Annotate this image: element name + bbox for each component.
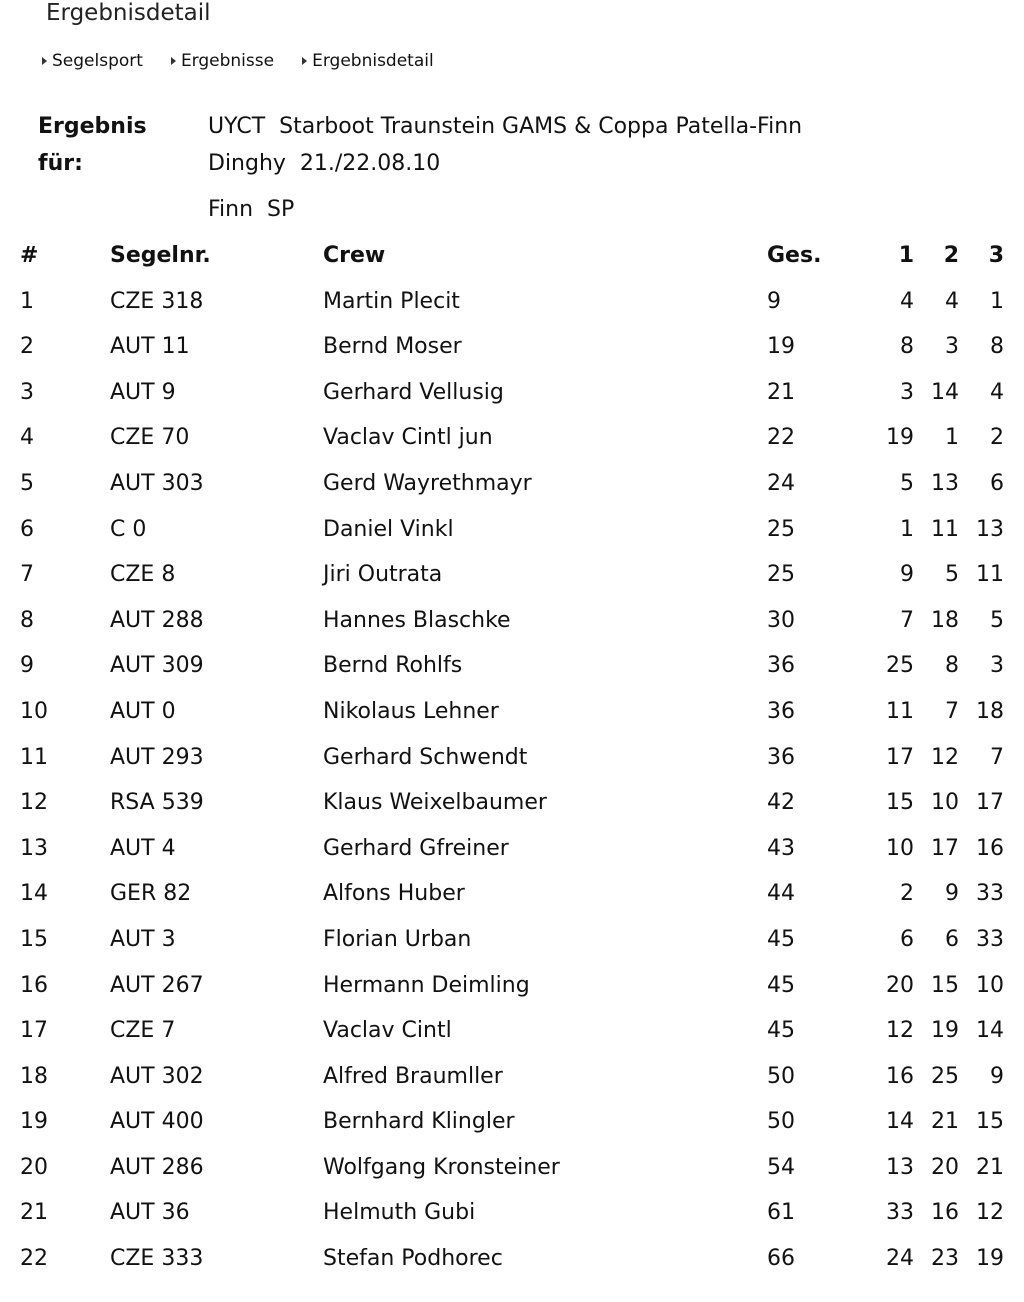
- cell-crew: Vaclav Cintl: [323, 1018, 452, 1044]
- cell-sail-number: CZE 318: [110, 288, 204, 314]
- cell-total: 44: [767, 881, 795, 907]
- cell-race-3: 4: [990, 379, 1004, 405]
- cell-total: 25: [767, 516, 795, 542]
- cell-race-2: 25: [931, 1063, 959, 1089]
- cell-rank: 19: [20, 1109, 48, 1135]
- cell-crew: Bernd Rohlfs: [323, 653, 463, 679]
- cell-race-2: 21: [931, 1109, 959, 1135]
- cell-total: 66: [767, 1246, 795, 1272]
- cell-race-2: 17: [931, 835, 959, 861]
- cell-total: 19: [767, 334, 795, 360]
- cell-rank: 8: [20, 607, 34, 633]
- cell-sail-number: CZE 8: [110, 562, 176, 588]
- result-for-label-line1: Ergebnis: [38, 114, 147, 139]
- cell-crew: Wolfgang Kronsteiner: [323, 1154, 560, 1180]
- cell-total: 45: [767, 1018, 795, 1044]
- results-table: [0, 233, 1024, 1282]
- table-row: [0, 1145, 1024, 1191]
- cell-sail-number: AUT 400: [110, 1109, 204, 1135]
- cell-race-1: 7: [900, 607, 914, 633]
- event-line-1: [208, 108, 802, 145]
- cell-rank: 7: [20, 562, 34, 588]
- cell-total: 21: [767, 379, 795, 405]
- cell-race-1: 20: [886, 972, 914, 998]
- cell-race-2: 6: [945, 926, 959, 952]
- table-header-row: [0, 233, 1024, 279]
- cell-rank: 22: [20, 1246, 48, 1272]
- table-row: [0, 507, 1024, 553]
- cell-race-2: 14: [931, 379, 959, 405]
- cell-race-3: 12: [976, 1200, 1004, 1226]
- table-row: [0, 643, 1024, 689]
- cell-race-3: 6: [990, 470, 1004, 496]
- event-line-2: Dinghy 21./22.08.10: [208, 151, 441, 176]
- table-row: [0, 279, 1024, 325]
- cell-race-3: 3: [990, 653, 1004, 679]
- cell-rank: 13: [20, 835, 48, 861]
- cell-race-3: 15: [976, 1109, 1004, 1135]
- cell-race-3: 9: [990, 1063, 1004, 1089]
- header-sail-number: Segelnr.: [110, 243, 211, 268]
- cell-sail-number: AUT 4: [110, 835, 176, 861]
- cell-total: 9: [767, 288, 781, 314]
- cell-race-2: 7: [945, 698, 959, 724]
- breadcrumb-item-ergebnisdetail[interactable]: [302, 50, 434, 72]
- cell-race-2: 1: [945, 425, 959, 451]
- result-for-label-line2: für:: [38, 151, 83, 176]
- table-body: [0, 279, 1024, 1282]
- cell-crew: Hannes Blaschke: [323, 607, 511, 633]
- cell-crew: Gerd Wayrethmayr: [323, 470, 532, 496]
- triangle-right-icon: [171, 57, 176, 65]
- result-for-details: [208, 108, 802, 228]
- cell-rank: 3: [20, 379, 34, 405]
- cell-crew: Stefan Podhorec: [323, 1246, 503, 1272]
- cell-race-2: 18: [931, 607, 959, 633]
- cell-rank: 2: [20, 334, 34, 360]
- cell-race-1: 13: [886, 1154, 914, 1180]
- cell-crew: Gerhard Gfreiner: [323, 835, 509, 861]
- cell-total: 42: [767, 790, 795, 816]
- cell-race-3: 33: [976, 881, 1004, 907]
- cell-total: 43: [767, 835, 795, 861]
- table-row: [0, 1054, 1024, 1100]
- cell-race-2: 5: [945, 562, 959, 588]
- cell-rank: 1: [20, 288, 34, 314]
- cell-sail-number: AUT 267: [110, 972, 204, 998]
- cell-race-2: 20: [931, 1154, 959, 1180]
- cell-race-3: 33: [976, 926, 1004, 952]
- cell-total: 30: [767, 607, 795, 633]
- breadcrumb-item-ergebnisse[interactable]: [171, 50, 274, 72]
- cell-race-3: 11: [976, 562, 1004, 588]
- cell-total: 61: [767, 1200, 795, 1226]
- table-row: [0, 1236, 1024, 1282]
- cell-race-1: 9: [900, 562, 914, 588]
- cell-total: 36: [767, 698, 795, 724]
- cell-crew: Bernd Moser: [323, 334, 462, 360]
- cell-crew: Helmuth Gubi: [323, 1200, 476, 1226]
- cell-race-2: 10: [931, 790, 959, 816]
- cell-race-1: 33: [886, 1200, 914, 1226]
- cell-sail-number: CZE 70: [110, 425, 190, 451]
- cell-crew: Daniel Vinkl: [323, 516, 454, 542]
- header-race-1: 1: [898, 243, 914, 268]
- cell-total: 22: [767, 425, 795, 451]
- cell-rank: 16: [20, 972, 48, 998]
- cell-crew: Alfons Huber: [323, 881, 465, 907]
- cell-total: 36: [767, 744, 795, 770]
- cell-race-2: 16: [931, 1200, 959, 1226]
- cell-crew: Gerhard Vellusig: [323, 379, 504, 405]
- cell-race-1: 25: [886, 653, 914, 679]
- cell-sail-number: C 0: [110, 516, 147, 542]
- header-total: Ges.: [767, 243, 822, 268]
- cell-crew: Bernhard Klingler: [323, 1109, 515, 1135]
- cell-rank: 9: [20, 653, 34, 679]
- cell-race-2: 23: [931, 1246, 959, 1272]
- result-for-label: [38, 108, 178, 182]
- cell-race-1: 3: [900, 379, 914, 405]
- cell-rank: 14: [20, 881, 48, 907]
- cell-race-3: 13: [976, 516, 1004, 542]
- cell-race-3: 14: [976, 1018, 1004, 1044]
- cell-race-2: 4: [945, 288, 959, 314]
- cell-sail-number: AUT 288: [110, 607, 204, 633]
- breadcrumb-label: Segelsport: [52, 51, 143, 71]
- cell-total: 50: [767, 1109, 795, 1135]
- cell-race-1: 16: [886, 1063, 914, 1089]
- table-row: [0, 1008, 1024, 1054]
- cell-sail-number: CZE 7: [110, 1018, 176, 1044]
- table-row: [0, 871, 1024, 917]
- cell-sail-number: AUT 11: [110, 334, 190, 360]
- cell-race-2: 9: [945, 881, 959, 907]
- cell-race-2: 19: [931, 1018, 959, 1044]
- cell-sail-number: AUT 9: [110, 379, 176, 405]
- cell-sail-number: RSA 539: [110, 790, 204, 816]
- breadcrumb-label: Ergebnisdetail: [312, 51, 434, 71]
- cell-sail-number: AUT 309: [110, 653, 204, 679]
- table-row: [0, 415, 1024, 461]
- cell-race-1: 12: [886, 1018, 914, 1044]
- table-row: [0, 461, 1024, 507]
- table-row: [0, 324, 1024, 370]
- cell-sail-number: AUT 303: [110, 470, 204, 496]
- cell-total: 25: [767, 562, 795, 588]
- boat-class: Finn SP: [208, 197, 295, 222]
- cell-race-1: 5: [900, 470, 914, 496]
- cell-race-1: 15: [886, 790, 914, 816]
- cell-sail-number: AUT 302: [110, 1063, 204, 1089]
- triangle-right-icon: [302, 57, 307, 65]
- cell-sail-number: AUT 286: [110, 1154, 204, 1180]
- cell-race-2: 13: [931, 470, 959, 496]
- table-row: [0, 689, 1024, 735]
- cell-race-3: 8: [990, 334, 1004, 360]
- cell-race-2: 3: [945, 334, 959, 360]
- cell-race-1: 2: [900, 881, 914, 907]
- event-organizer: UYCT: [208, 114, 266, 139]
- cell-race-2: 15: [931, 972, 959, 998]
- cell-rank: 21: [20, 1200, 48, 1226]
- cell-rank: 10: [20, 698, 48, 724]
- table-row: [0, 780, 1024, 826]
- breadcrumb-item-segelsport[interactable]: [42, 50, 143, 72]
- cell-sail-number: AUT 0: [110, 698, 176, 724]
- cell-race-2: 8: [945, 653, 959, 679]
- table-row: [0, 370, 1024, 416]
- cell-race-1: 11: [886, 698, 914, 724]
- header-crew: Crew: [323, 243, 386, 268]
- cell-race-3: 19: [976, 1246, 1004, 1272]
- cell-race-3: 7: [990, 744, 1004, 770]
- cell-total: 24: [767, 470, 795, 496]
- cell-race-1: 1: [900, 516, 914, 542]
- table-row: [0, 598, 1024, 644]
- cell-race-1: 14: [886, 1109, 914, 1135]
- cell-crew: Hermann Deimling: [323, 972, 530, 998]
- cell-total: 54: [767, 1154, 795, 1180]
- cell-race-3: 2: [990, 425, 1004, 451]
- cell-race-1: 17: [886, 744, 914, 770]
- cell-crew: Gerhard Schwendt: [323, 744, 528, 770]
- table-row: [0, 826, 1024, 872]
- cell-race-1: 6: [900, 926, 914, 952]
- cell-rank: 15: [20, 926, 48, 952]
- table-row: [0, 735, 1024, 781]
- cell-crew: Florian Urban: [323, 926, 472, 952]
- table-row: [0, 963, 1024, 1009]
- cell-crew: Alfred Braumller: [323, 1063, 503, 1089]
- cell-race-1: 4: [900, 288, 914, 314]
- cell-rank: 6: [20, 516, 34, 542]
- cell-rank: 11: [20, 744, 48, 770]
- cell-race-2: 11: [931, 516, 959, 542]
- page-title: Ergebnisdetail: [46, 0, 211, 26]
- cell-rank: 12: [20, 790, 48, 816]
- cell-rank: 5: [20, 470, 34, 496]
- cell-race-3: 21: [976, 1154, 1004, 1180]
- table-row: [0, 1099, 1024, 1145]
- cell-race-2: 12: [931, 744, 959, 770]
- cell-race-3: 16: [976, 835, 1004, 861]
- breadcrumb: [42, 50, 462, 72]
- cell-total: 45: [767, 926, 795, 952]
- cell-race-1: 19: [886, 425, 914, 451]
- cell-race-1: 24: [886, 1246, 914, 1272]
- cell-crew: Vaclav Cintl jun: [323, 425, 493, 451]
- cell-sail-number: AUT 293: [110, 744, 204, 770]
- table-row: [0, 552, 1024, 598]
- cell-total: 36: [767, 653, 795, 679]
- header-race-3: 3: [988, 243, 1004, 268]
- cell-race-3: 5: [990, 607, 1004, 633]
- cell-race-3: 10: [976, 972, 1004, 998]
- cell-race-1: 10: [886, 835, 914, 861]
- header-rank: #: [20, 243, 39, 268]
- cell-crew: Jiri Outrata: [323, 562, 443, 588]
- triangle-right-icon: [42, 57, 47, 65]
- cell-total: 50: [767, 1063, 795, 1089]
- cell-rank: 18: [20, 1063, 48, 1089]
- cell-crew: Martin Plecit: [323, 288, 460, 314]
- cell-total: 45: [767, 972, 795, 998]
- cell-rank: 4: [20, 425, 34, 451]
- cell-rank: 20: [20, 1154, 48, 1180]
- cell-rank: 17: [20, 1018, 48, 1044]
- cell-sail-number: GER 82: [110, 881, 192, 907]
- cell-sail-number: AUT 3: [110, 926, 176, 952]
- cell-sail-number: CZE 333: [110, 1246, 204, 1272]
- cell-sail-number: AUT 36: [110, 1200, 190, 1226]
- breadcrumb-label: Ergebnisse: [180, 51, 275, 71]
- table-row: [0, 1190, 1024, 1236]
- cell-race-3: 1: [990, 288, 1004, 314]
- cell-crew: Klaus Weixelbaumer: [323, 790, 547, 816]
- table-row: [0, 917, 1024, 963]
- cell-race-3: 18: [976, 698, 1004, 724]
- header-race-2: 2: [943, 243, 959, 268]
- cell-crew: Nikolaus Lehner: [323, 698, 499, 724]
- cell-race-3: 17: [976, 790, 1004, 816]
- event-name: Starboot Traunstein GAMS & Coppa Patella-Finn: [279, 114, 803, 139]
- cell-race-1: 8: [900, 334, 914, 360]
